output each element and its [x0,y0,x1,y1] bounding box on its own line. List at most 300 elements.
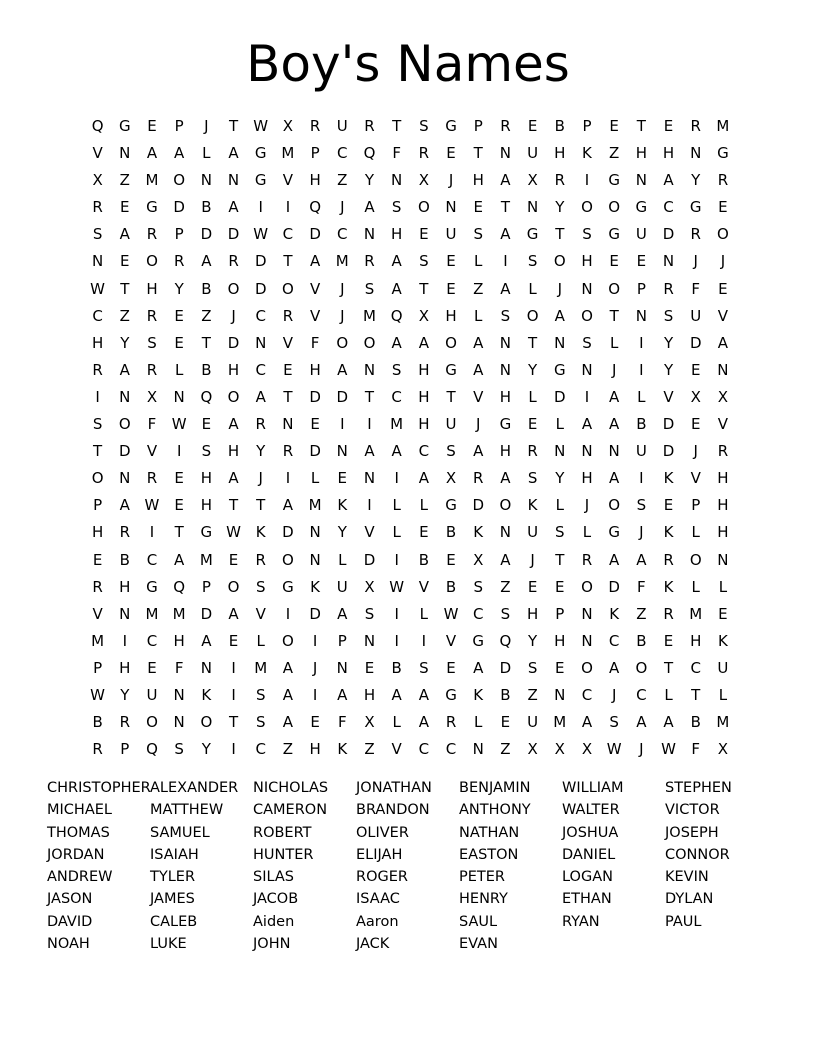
grid-letter: L [691,577,700,596]
grid-letter: J [639,740,644,759]
grid-letter: A [228,415,239,434]
grid-letter: H [119,577,131,596]
grid-letter: V [92,604,103,623]
grid-letter: A [337,685,348,704]
grid-letter: W [443,604,459,623]
grid-letter: E [527,415,538,434]
grid-letter: S [174,740,184,759]
grid-letter: N [662,252,675,271]
grid-letter: R [690,225,701,244]
grid-letter: A [391,252,402,271]
grid-letter: B [445,577,457,596]
word-list-item: HUNTER [253,846,314,863]
grid-letter: X [92,171,103,190]
grid-letter: A [391,279,402,298]
grid-letter: N [554,333,566,352]
grid-letter: T [93,442,103,461]
grid-letter: R [309,117,321,135]
grid-letter: E [718,279,728,298]
grid-letter: L [528,387,537,406]
grid-letter: A [309,252,321,271]
grid-letter: X [690,387,701,406]
grid-letter: X [527,171,538,190]
grid-letter: J [340,198,345,217]
grid-letter: I [639,469,644,488]
word-list-item: VICTOR [665,802,720,819]
grid-letter: I [584,171,590,190]
grid-letter: D [499,658,512,677]
grid-letter: T [473,144,483,163]
grid-letter: T [663,658,674,677]
grid-letter: T [446,387,456,406]
grid-letter: I [394,604,399,623]
grid-letter: M [172,604,186,623]
grid-letter: U [527,713,539,732]
grid-letter: G [445,117,457,135]
grid-letter: P [691,496,701,515]
grid-letter: R [228,252,239,271]
grid-letter: A [418,469,429,488]
grid-letter: U [445,225,457,244]
grid-letter: N [200,171,212,190]
grid-letter: V [146,442,158,461]
word-list-item: LOGAN [562,869,613,886]
grid-letter: A [228,198,239,217]
grid-letter: X [418,171,429,190]
grid-letter: Y [691,171,701,190]
grid-letter: U [445,415,457,434]
grid-letter: J [340,306,345,325]
grid-letter: J [476,415,481,434]
grid-letter: W [661,740,676,759]
grid-letter: R [554,171,565,190]
grid-letter: E [446,279,456,298]
grid-letter: H [526,604,539,623]
grid-letter: M [390,415,404,434]
grid-letter: G [608,171,620,190]
grid-letter: A [146,144,158,163]
grid-letter: M [91,631,105,650]
grid-letter: A [609,415,620,434]
grid-letter: S [527,658,538,677]
grid-letter: E [174,333,184,352]
grid-letter: T [555,550,565,569]
grid-letter: S [582,333,592,352]
word-list-item: BRANDON [356,802,430,819]
grid-letter: N [499,333,512,352]
grid-letter: B [391,658,402,677]
grid-letter: L [392,496,401,515]
grid-letter: E [310,713,320,732]
grid-letter: D [309,604,321,623]
grid-letter: H [200,496,212,515]
grid-letter: N [581,631,593,650]
grid-letter: A [418,333,429,352]
grid-letter: G [200,523,213,542]
grid-letter: H [227,442,240,461]
grid-letter: L [338,550,347,569]
page-title: Boy's Names [246,35,570,93]
grid-letter: X [418,306,429,325]
grid-letter: O [282,631,294,650]
grid-letter: L [392,523,401,542]
grid-letter: R [92,577,103,596]
word-list-item: CALEB [150,913,198,930]
grid-letter: K [473,685,484,704]
grid-letter: U [527,523,539,542]
grid-letter: N [363,225,376,244]
grid-letter: A [391,442,402,461]
grid-letter: S [364,604,375,623]
word-list-item: KEVIN [665,869,709,886]
grid-letter: N [119,144,131,163]
grid-letter: E [636,252,647,271]
grid-letter: J [611,685,617,704]
grid-letter: R [418,144,430,163]
grid-letter: L [174,360,184,379]
grid-letter: A [609,469,620,488]
grid-letter: V [473,387,484,406]
grid-letter: Z [636,604,647,623]
grid-letter: E [718,604,728,623]
grid-letter: N [282,415,294,434]
grid-letter: T [228,713,239,732]
grid-letter: L [555,415,564,434]
grid-letter: J [204,117,209,135]
grid-letter: K [717,631,728,650]
grid-letter: U [635,225,647,244]
grid-letter: X [282,117,294,135]
grid-letter: N [200,658,212,677]
grid-letter: T [228,117,239,135]
word-list-item: PAUL [665,913,702,930]
grid-letter: R [663,550,674,569]
grid-letter: X [364,713,375,732]
grid-letter: P [636,279,646,298]
grid-letter: W [90,685,106,704]
grid-letter: L [555,496,564,515]
grid-letter: R [255,415,266,434]
grid-letter: K [609,604,620,623]
grid-letter: S [663,306,674,325]
grid-letter: J [231,306,236,325]
grid-letter: G [282,577,294,596]
grid-letter: K [663,577,674,596]
grid-letter: O [146,713,158,732]
grid-letter: D [200,604,213,623]
grid-letter: M [335,252,349,271]
word-list-item: WALTER [562,802,620,819]
grid-letter: O [581,577,593,596]
grid-letter: R [146,306,158,325]
grid-letter: Y [663,333,674,352]
grid-letter: Y [120,685,130,704]
grid-letter: J [312,658,318,677]
grid-letter: I [584,387,590,406]
grid-letter: I [285,198,291,217]
grid-letter: O [689,550,702,569]
word-list-item: CAMERON [253,802,328,819]
grid-letter: N [363,360,376,379]
grid-letter: O [363,333,376,352]
grid-letter: I [285,604,291,623]
grid-letter: V [418,577,429,596]
grid-letter: G [118,117,131,135]
grid-letter: S [609,713,619,732]
grid-letter: Z [500,577,511,596]
grid-letter: R [92,740,103,759]
word-list-item: JACOB [253,891,299,908]
grid-letter: T [419,279,429,298]
grid-letter: E [364,658,375,677]
grid-letter: I [285,469,291,488]
grid-letter: E [446,550,456,569]
word-list-item: SAUL [459,913,498,930]
grid-letter: T [283,252,293,271]
grid-letter: R [473,469,484,488]
word-list-item: WILLIAM [562,780,624,796]
grid-letter: D [309,225,321,244]
grid-letter: A [581,713,593,732]
grid-letter: K [337,496,348,515]
grid-letter: X [146,387,158,406]
grid-letter: G [608,523,620,542]
grid-letter: D [309,387,321,406]
grid-letter: E [690,360,701,379]
grid-letter: B [636,631,647,650]
grid-letter: L [419,604,429,623]
grid-letter: V [391,740,402,759]
grid-letter: R [255,550,266,569]
grid-letter: S [419,117,429,135]
grid-letter: C [418,442,430,461]
word-list-item: NATHAN [459,824,520,841]
grid-letter: E [663,496,674,515]
grid-letter: U [635,442,647,461]
grid-letter: N [119,469,131,488]
grid-letter: B [636,415,647,434]
grid-letter: D [309,442,321,461]
grid-letter: R [146,360,158,379]
grid-letter: S [473,577,483,596]
grid-letter: A [500,225,511,244]
grid-letter: O [146,252,158,271]
grid-letter: N [717,360,729,379]
grid-letter: H [91,333,104,352]
grid-letter: E [283,360,293,379]
grid-letter: N [336,658,348,677]
word-list-item: ANTHONY [459,802,531,819]
grid-letter: N [581,279,593,298]
grid-letter: N [554,442,566,461]
grid-letter: H [554,631,566,650]
word-list-item: RYAN [562,913,600,930]
grid-letter: L [474,306,483,325]
grid-letter: I [639,333,644,352]
grid-letter: I [639,360,644,379]
grid-letter: A [282,658,294,677]
grid-letter: Z [473,279,484,298]
grid-letter: D [662,225,675,244]
grid-letter: N [499,523,512,542]
grid-letter: E [609,117,619,135]
grid-letter: N [581,360,593,379]
grid-letter: A [636,713,647,732]
grid-letter: G [526,225,539,244]
word-list-item: EVAN [459,936,498,953]
grid-letter: C [636,685,647,704]
grid-letter: I [312,631,318,650]
grid-letter: X [554,740,565,759]
grid-letter: R [92,198,103,217]
grid-letter: M [716,713,730,732]
grid-letter: R [364,252,375,271]
grid-letter: N [499,360,512,379]
grid-letter: V [445,631,457,650]
word-search-grid [84,113,737,763]
grid-letter: C [608,631,620,650]
grid-letter: E [310,415,320,434]
grid-letter: Y [174,279,184,298]
grid-letter: C [255,306,266,325]
word-list-item: JACK [356,936,390,953]
grid-letter: E [527,577,538,596]
grid-letter: Y [256,442,266,461]
grid-letter: O [581,306,593,325]
word-list-item: STEPHEN [665,780,732,796]
grid-letter: D [472,496,484,515]
grid-letter: H [472,171,484,190]
grid-letter: T [228,496,239,515]
grid-letter: R [146,469,158,488]
grid-letter: E [228,550,239,569]
grid-letter: X [473,550,484,569]
grid-letter: D [254,252,267,271]
grid-letter: V [282,171,294,190]
grid-letter: W [144,496,160,515]
grid-letter: W [606,740,622,759]
word-list-item: ANDREW [47,869,113,886]
grid-letter: D [363,550,376,569]
grid-letter: F [691,279,701,298]
grid-letter: S [500,306,511,325]
grid-letter: M [362,306,376,325]
grid-letter: X [581,740,593,759]
grid-letter: J [557,279,562,298]
grid-letter: A [636,550,647,569]
word-list-item: NOAH [47,936,90,953]
grid-letter: N [227,171,240,190]
grid-letter: G [717,144,729,163]
grid-letter: L [474,713,483,732]
grid-letter: M [145,171,159,190]
grid-letter: C [445,740,457,759]
grid-letter: O [581,198,593,217]
grid-letter: B [119,550,130,569]
grid-letter: D [254,279,267,298]
grid-letter: S [636,496,647,515]
grid-letter: L [392,713,401,732]
grid-letter: I [394,550,399,569]
grid-letter: F [174,658,184,677]
word-list-item: DANIEL [562,846,616,863]
grid-letter: T [528,333,538,352]
grid-letter: A [174,144,185,163]
grid-letter: P [201,577,211,596]
grid-letter: W [226,523,241,542]
word-list-item: MICHAEL [47,802,112,819]
grid-letter: A [554,306,565,325]
grid-letter: H [391,225,403,244]
grid-letter: A [418,713,429,732]
grid-letter: A [500,550,511,569]
grid-letter: T [555,225,565,244]
grid-letter: J [693,442,698,461]
grid-letter: S [527,252,538,271]
grid-letter: E [555,577,565,596]
grid-letter: T [120,279,130,298]
grid-letter: D [662,442,675,461]
grid-letter: C [92,306,103,325]
grid-letter: G [635,198,648,217]
grid-letter: X [364,577,375,596]
grid-letter: H [717,469,729,488]
grid-letter: W [90,279,106,298]
grid-letter: H [227,360,240,379]
grid-letter: S [147,333,157,352]
grid-letter: A [337,604,348,623]
grid-letter: A [174,550,185,569]
grid-letter: H [662,144,675,163]
grid-letter: J [340,279,345,298]
grid-letter: H [581,469,593,488]
grid-letter: S [92,415,103,434]
grid-letter: H [635,144,647,163]
grid-letter: G [254,171,267,190]
grid-letter: B [500,685,511,704]
grid-letter: G [608,225,620,244]
grid-letter: P [555,604,565,623]
grid-letter: K [663,469,674,488]
grid-letter: C [472,604,484,623]
grid-letter: A [609,658,620,677]
grid-letter: E [527,117,538,135]
grid-letter: E [609,252,619,271]
grid-letter: Z [527,685,538,704]
grid-letter: J [693,252,698,271]
grid-letter: Q [173,577,186,596]
grid-letter: N [173,685,185,704]
grid-letter: N [635,306,647,325]
word-list-item: CONNOR [665,846,730,863]
grid-letter: O [635,658,648,677]
grid-letter: I [231,740,236,759]
grid-letter: A [364,198,375,217]
grid-letter: E [446,658,456,677]
grid-letter: P [582,117,592,135]
grid-letter: G [146,198,158,217]
grid-letter: L [718,577,728,596]
grid-letter: T [609,306,619,325]
grid-letter: V [717,415,729,434]
grid-letter: A [581,415,593,434]
grid-letter: S [419,252,429,271]
word-list-item: NICHOLAS [253,780,329,796]
grid-letter: N [717,550,729,569]
grid-letter: V [663,387,674,406]
grid-letter: L [256,631,265,650]
grid-letter: M [199,550,213,569]
